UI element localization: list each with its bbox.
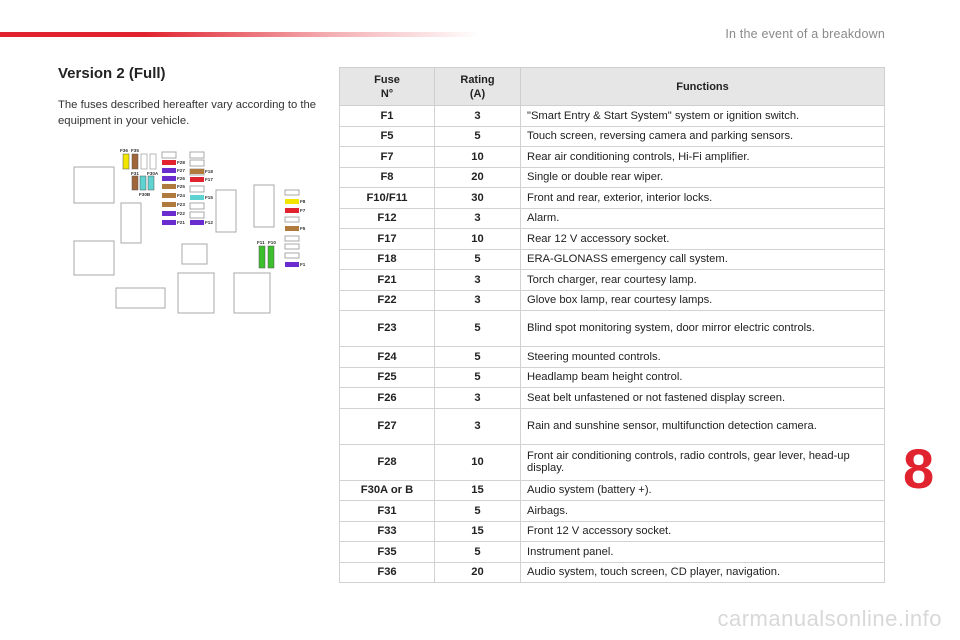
label-f22: F22 bbox=[177, 211, 185, 216]
table-row bbox=[340, 249, 885, 270]
table-row bbox=[340, 229, 885, 250]
function-cell: Rear air conditioning controls, Hi-Fi amplifier. bbox=[521, 147, 885, 168]
function-cell: Front and rear, exterior, interior locks. bbox=[521, 188, 885, 209]
rating-cell: 3 bbox=[435, 290, 521, 311]
fuse-cell: F21 bbox=[340, 270, 435, 291]
rating-cell: 15 bbox=[435, 521, 521, 542]
label-f30a: F30A bbox=[147, 171, 159, 176]
fuse-cell: F22 bbox=[340, 290, 435, 311]
fuse-cell: F8 bbox=[340, 167, 435, 188]
table-row bbox=[340, 480, 885, 501]
fuse-f27 bbox=[162, 168, 176, 173]
label-f36: F36 bbox=[120, 148, 128, 153]
function-cell: Single or double rear wiper. bbox=[521, 167, 885, 188]
table-row bbox=[340, 167, 885, 188]
rating-cell: 15 bbox=[435, 480, 521, 501]
function-cell: Steering mounted controls. bbox=[521, 347, 885, 368]
label-f25: F25 bbox=[177, 184, 185, 189]
label-f11: F11 bbox=[257, 240, 265, 245]
table-row bbox=[340, 408, 885, 444]
fuse-cell: F31 bbox=[340, 501, 435, 522]
rating-cell: 3 bbox=[435, 106, 521, 127]
rating-cell: 5 bbox=[435, 347, 521, 368]
fuse-cell: F30A or B bbox=[340, 480, 435, 501]
fuse-f31 bbox=[132, 176, 138, 190]
fuse-cell: F7 bbox=[340, 147, 435, 168]
fuse-f1 bbox=[285, 262, 299, 267]
table-row bbox=[340, 521, 885, 542]
intro-description: The fuses described hereafter vary according to the equipment in your vehicle. bbox=[58, 99, 317, 127]
label-f30b: F30B bbox=[139, 192, 151, 197]
function-cell: Audio system (battery +). bbox=[521, 480, 885, 501]
section-title: In the event of a breakdown bbox=[725, 27, 885, 41]
version-title: Version 2 (Full) bbox=[58, 65, 166, 82]
table-header-row bbox=[340, 68, 885, 106]
label-f18: F18 bbox=[205, 169, 213, 174]
label-f15: F15 bbox=[205, 195, 213, 200]
rating-cell: 30 bbox=[435, 188, 521, 209]
fuse-f11 bbox=[259, 246, 265, 268]
table-row bbox=[340, 347, 885, 368]
fuse-f36 bbox=[123, 154, 129, 169]
relay-block bbox=[216, 190, 236, 232]
fuse-f12 bbox=[190, 220, 204, 225]
function-cell: Touch screen, reversing camera and parking sensors. bbox=[521, 126, 885, 147]
function-cell: ERA-GLONASS emergency call system. bbox=[521, 249, 885, 270]
rating-cell: 3 bbox=[435, 408, 521, 444]
function-cell: Alarm. bbox=[521, 208, 885, 229]
table-row bbox=[340, 542, 885, 563]
table-row bbox=[340, 311, 885, 347]
table-row bbox=[340, 126, 885, 147]
rating-cell: 10 bbox=[435, 147, 521, 168]
header-fuse bbox=[340, 68, 435, 106]
function-cell: Torch charger, rear courtesy lamp. bbox=[521, 270, 885, 291]
function-cell: Seat belt unfastened or not fastened display screen. bbox=[521, 388, 885, 409]
table-row bbox=[340, 444, 885, 480]
fuse-cell: F35 bbox=[340, 542, 435, 563]
table-row bbox=[340, 367, 885, 388]
table-row bbox=[340, 562, 885, 583]
label-f23: F23 bbox=[177, 202, 185, 207]
table-row bbox=[340, 188, 885, 209]
header-functions: Functions bbox=[521, 68, 885, 106]
fuse-f24 bbox=[162, 193, 176, 198]
table-row bbox=[340, 501, 885, 522]
rating-cell: 5 bbox=[435, 311, 521, 347]
fuse-f35 bbox=[132, 154, 138, 169]
table-row bbox=[340, 388, 885, 409]
label-f28: F28 bbox=[177, 160, 185, 165]
label-f12: F12 bbox=[205, 220, 213, 225]
fuse-cell: F5 bbox=[340, 126, 435, 147]
function-cell: Headlamp beam height control. bbox=[521, 367, 885, 388]
fuse-f30a bbox=[148, 176, 154, 190]
rating-cell: 3 bbox=[435, 270, 521, 291]
label-f24: F24 bbox=[177, 193, 185, 198]
table-row bbox=[340, 208, 885, 229]
fuse-table bbox=[339, 67, 885, 583]
fuse-cell: F23 bbox=[340, 311, 435, 347]
fuse-cell: F10/F11 bbox=[340, 188, 435, 209]
fuse-f17 bbox=[190, 177, 204, 182]
fuse-box-diagram bbox=[68, 145, 313, 325]
fuse-f30b bbox=[140, 176, 146, 190]
label-f8: F8 bbox=[300, 199, 306, 204]
fuse-f8 bbox=[285, 199, 299, 204]
fuse-f15 bbox=[190, 195, 204, 200]
rating-cell: 3 bbox=[435, 388, 521, 409]
label-f1: F1 bbox=[300, 262, 306, 267]
rating-cell: 20 bbox=[435, 167, 521, 188]
relay-block bbox=[178, 273, 214, 313]
function-cell: Glove box lamp, rear courtesy lamps. bbox=[521, 290, 885, 311]
label-f10: F10 bbox=[268, 240, 276, 245]
rating-cell: 5 bbox=[435, 542, 521, 563]
function-cell: Blind spot monitoring system, door mirror electric controls. bbox=[521, 311, 885, 347]
fuse-f21 bbox=[162, 220, 176, 225]
function-cell: "Smart Entry & Start System" system or ignition switch. bbox=[521, 106, 885, 127]
fuse-cell: F27 bbox=[340, 408, 435, 444]
top-accent-bar bbox=[0, 32, 480, 37]
header-rating bbox=[435, 68, 521, 106]
label-f31: F31 bbox=[131, 171, 139, 176]
fuse-f7 bbox=[285, 208, 299, 213]
label-f26: F26 bbox=[177, 176, 185, 181]
rating-cell: 10 bbox=[435, 444, 521, 480]
relay-block bbox=[74, 241, 114, 275]
label-f7: F7 bbox=[300, 208, 306, 213]
function-cell: Front 12 V accessory socket. bbox=[521, 521, 885, 542]
fuse-f23 bbox=[162, 202, 176, 207]
watermark: carmanualsonline.info bbox=[717, 606, 942, 631]
header-rating-text: Rating (A) bbox=[460, 73, 495, 100]
header-fuse-text: Fuse N° bbox=[374, 73, 400, 100]
rating-cell: 3 bbox=[435, 208, 521, 229]
table-row bbox=[340, 147, 885, 168]
fuse-f18 bbox=[190, 169, 204, 174]
fuse-cell: F24 bbox=[340, 347, 435, 368]
relay-block bbox=[182, 244, 207, 264]
label-f5: F5 bbox=[300, 226, 306, 231]
table-row bbox=[340, 106, 885, 127]
relay-block bbox=[121, 203, 141, 243]
fuse-cell: F36 bbox=[340, 562, 435, 583]
rating-cell: 10 bbox=[435, 229, 521, 250]
label-f27: F27 bbox=[177, 168, 185, 173]
function-cell: Audio system, touch screen, CD player, navigation. bbox=[521, 562, 885, 583]
function-cell: Rear 12 V accessory socket. bbox=[521, 229, 885, 250]
fuse-cell: F25 bbox=[340, 367, 435, 388]
rating-cell: 5 bbox=[435, 126, 521, 147]
fuse-cell: F12 bbox=[340, 208, 435, 229]
fuse-f28 bbox=[162, 160, 176, 165]
relay-block bbox=[116, 288, 165, 308]
rating-cell: 5 bbox=[435, 249, 521, 270]
relay-block bbox=[254, 185, 274, 227]
table-row bbox=[340, 270, 885, 291]
fuse-cell: F18 bbox=[340, 249, 435, 270]
rating-cell: 5 bbox=[435, 501, 521, 522]
label-f35: F35 bbox=[131, 148, 139, 153]
chapter-number: 8 bbox=[903, 437, 935, 500]
fuse-cell: F26 bbox=[340, 388, 435, 409]
fuse-cell: F1 bbox=[340, 106, 435, 127]
fuse-f22 bbox=[162, 211, 176, 216]
rating-cell: 20 bbox=[435, 562, 521, 583]
label-f17: F17 bbox=[205, 177, 213, 182]
fuse-f5 bbox=[285, 226, 299, 231]
relay-block bbox=[74, 167, 114, 203]
label-f21: F21 bbox=[177, 220, 185, 225]
rating-cell: 5 bbox=[435, 367, 521, 388]
function-cell: Airbags. bbox=[521, 501, 885, 522]
function-cell: Front air conditioning controls, radio controls, gear lever, head-up display. bbox=[521, 444, 885, 480]
table-row bbox=[340, 290, 885, 311]
fuse-f10 bbox=[268, 246, 274, 268]
relay-block bbox=[234, 273, 270, 313]
function-cell: Instrument panel. bbox=[521, 542, 885, 563]
function-cell: Rain and sunshine sensor, multifunction detection camera. bbox=[521, 408, 885, 444]
fuse-cell: F33 bbox=[340, 521, 435, 542]
fuse-cell: F17 bbox=[340, 229, 435, 250]
fuse-f26 bbox=[162, 176, 176, 181]
fuse-cell: F28 bbox=[340, 444, 435, 480]
fuse-f25 bbox=[162, 184, 176, 189]
